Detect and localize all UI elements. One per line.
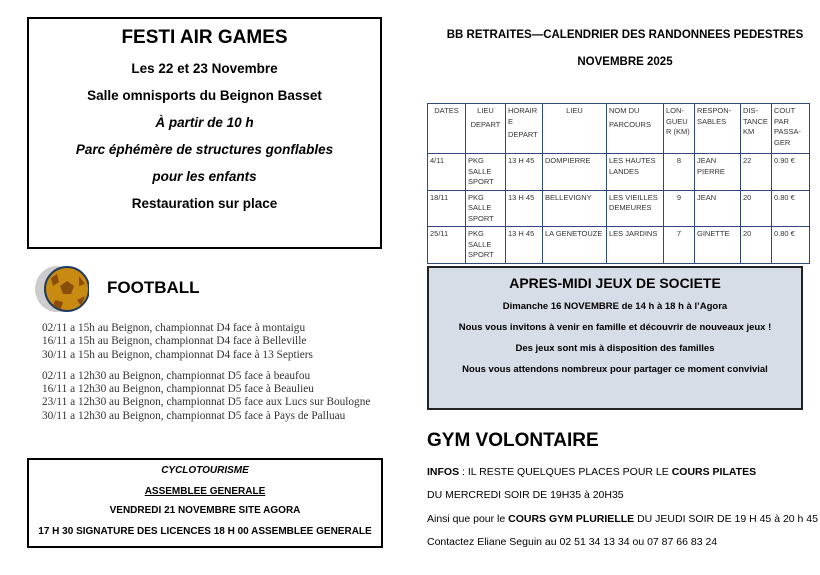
table-cell: DOMPIERRE [543,154,607,191]
header-line: HORAIRE [508,106,538,126]
table-cell: 25/11 [428,227,466,264]
table-cell: 8 [664,154,695,191]
header-line: LIEU [566,106,583,115]
football-title: FOOTBALL [107,278,200,297]
rando-table [427,103,810,264]
rando-title: BB RETRAITES—CALENDRIER DES RANDONNEES PEDESTRES [446,29,804,41]
match-line: 02/11 a 12h30 au Beignon, championnat D5 face à beaufou [42,369,311,382]
table-cell: 22 [741,154,772,191]
festi-title: FESTI AIR GAMES [121,27,288,48]
table-cell: 20 [741,190,772,227]
match-line: 30/11 a 12h30 au Beignon, championnat D5 face à Pays de Palluau [42,409,346,422]
table-cell: 18/11 [428,190,466,227]
header-line: NOM DU [609,106,640,115]
header-line: DATES [434,106,459,115]
infos-bold: COURS PILATES [671,466,757,478]
table-cell: LES VIEILLES DEMEURES [607,190,664,227]
table-header [741,104,772,154]
table-cell: LES HAUTES LANDES [607,154,664,191]
gym-title: GYM VOLONTAIRE [427,430,599,451]
table-cell: JEAN PIERRE [695,154,741,191]
infos-label: INFOS [427,466,460,478]
festi-air-games-box [27,17,382,249]
table-cell: 0.80 € [772,190,810,227]
header-line: DIS-TANCE KM [743,106,768,136]
match-line: 02/11 a 15h au Beignon, championnat D4 face à montaigu [42,322,306,334]
match-line: 16/11 a 15h au Beignon, championnat D4 face à Belleville [42,335,307,348]
table-header [772,104,810,154]
table-header [506,104,543,154]
table-cell: PKG SALLE SPORT [466,154,506,191]
table-cell: 13 H 45 [506,227,543,264]
table-header [466,104,506,154]
cyclotourisme-box [27,458,383,548]
rando-month: NOVEMBRE 2025 [577,56,673,68]
gym-infos [427,466,756,478]
table-row [428,227,810,264]
table-cell: PKG SALLE SPORT [466,190,506,227]
football-icon [33,264,89,314]
table-cell: 0.90 € [772,154,810,191]
jeux-date: Dimanche 16 NOVEMBRE de 14 h à 18 h à l’Agora [502,301,728,312]
jeux-line: Nous vous attendons nombreux pour partager ce moment convivial [462,364,768,375]
table-cell: GINETTE [695,227,741,264]
header-line: DEPART [508,130,538,139]
table-cell: JEAN [695,190,741,227]
match-line: 16/11 a 12h30 au Beignon, championnat D5 face à Beaulieu [42,383,314,396]
jeux-line: Nous vous invitons à venir en famille et découvrir de nouveaux jeux ! [458,322,772,333]
gym-bold: COURS GYM PLURIELLE [508,513,635,525]
header-line: RESPON-SABLES [697,106,732,126]
gym-text: DU JEUDI SOIR DE 19 H 45 à 20 h 45 [634,513,818,525]
festi-place: Salle omnisports du Beignon Basset [87,88,322,103]
table-cell: 4/11 [428,154,466,191]
header-line: COUT PAR PASSA-GER [774,106,801,147]
jeux-societe-box [427,266,803,410]
table-cell: 7 [664,227,695,264]
cyclo-subtitle: ASSEMBLEE GENERALE [144,486,266,497]
table-cell: LA GENETOUZE [543,227,607,264]
jeux-title: APRES-MIDI JEUX DE SOCIETE [509,275,721,291]
table-header [607,104,664,154]
gym-contact: Contactez Eliane Seguin au 02 51 34 13 34 ou 07 87 66 83 24 [427,536,718,548]
table-cell: 9 [664,190,695,227]
match-line: 30/11 a 15h au Beignon, championnat D4 face à 13 Septiers [42,348,313,361]
gym-line: DU MERCREDI SOIR DE 19H35 à 20H35 [427,489,624,501]
header-line: LON-GUEUR (KM) [666,106,690,136]
header-line: LIEU [477,106,494,115]
cyclo-date: VENDREDI 21 NOVEMBRE SITE AGORA [109,505,301,516]
table-header [428,104,466,154]
table-cell: PKG SALLE SPORT [466,227,506,264]
table-cell: 20 [741,227,772,264]
festi-time: À partir de 10 h [155,115,254,130]
festi-park: Parc éphémère de structures gonflables [75,142,334,157]
festi-kids: pour les enfants [152,169,257,184]
gym-line [427,513,818,525]
gym-text: Ainsi que pour le [427,513,509,525]
header-line: DEPART [470,119,501,129]
table-cell: 13 H 45 [506,154,543,191]
table-row [428,190,810,227]
table-header [695,104,741,154]
cyclo-info: 17 H 30 SIGNATURE DES LICENCES 18 H 00 ASSEMBLEE GENERALE [38,526,372,537]
cyclo-title: CYCLOTOURISME [161,465,249,476]
table-cell: 13 H 45 [506,190,543,227]
table-header [543,104,607,154]
festi-dates: Les 22 et 23 Novembre [131,61,278,76]
infos-text: : IL RESTE QUELQUES PLACES POUR LE [459,466,672,478]
table-cell: 0.80 € [772,227,810,264]
header-line: PARCOURS [609,119,651,129]
jeux-line: Des jeux sont mis à disposition des familles [515,343,715,354]
table-cell: BELLEVIGNY [543,190,607,227]
table-header [664,104,695,154]
match-line: 23/11 a 12h30 au Beignon, championnat D5 face aux Lucs sur Boulogne [42,396,371,409]
table-row [428,154,810,191]
festi-food: Restauration sur place [131,196,278,211]
table-cell: LES JARDINS [607,227,664,264]
football-schedule [42,322,370,423]
